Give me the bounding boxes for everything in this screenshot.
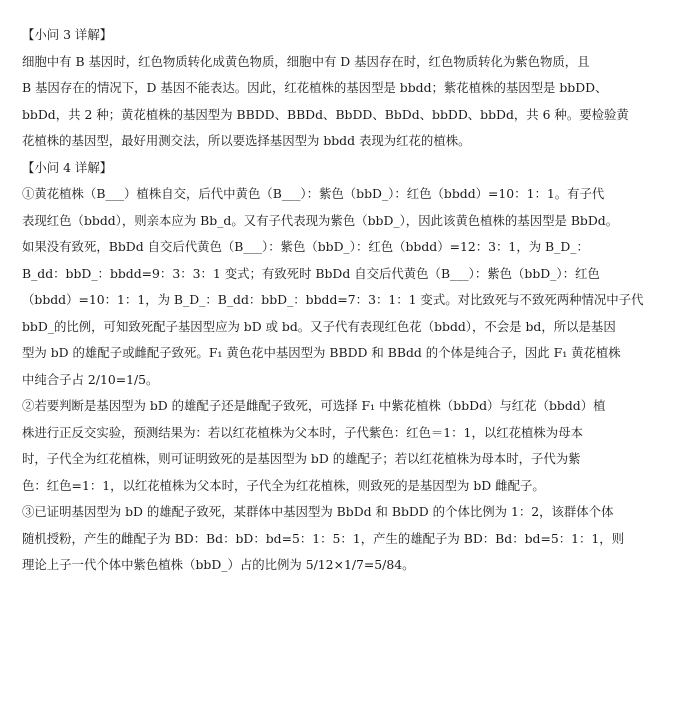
section-4-line-12: 色：红色=1：1，以红花植株为父本时，子代全为红花植株，则致死的是基因型为 bD 雌配子。 [22,477,545,493]
section-4-line-7: 型为 bD 的雄配子或雌配子致死。F₁ 黄色花中基因型为 BBDD 和 BBdd 的个体是纯合子，因此 F₁ 黄花植株 [22,345,621,360]
section-4-line-11: 时，子代全为红花植株，则可证明致死的是基因型为 bD 的雄配子；若以红花植株为母本时，子代为紫 [22,451,581,466]
section-4-heading: 【小问 4 详解】 [22,159,113,175]
section-4-line-1: ①黄花植株（B___）植株自交，后代中黄色（B___）：紫色（bbD_）：红色（bbdd）=10：1：1。有子代 [22,186,605,201]
section-4-line-5: （bbdd）=10：1：1，为 B_D_：B_dd：bbD_：bbdd=7：3：1：1 变式。对比致死与不致死两种情况中子代 [22,292,644,307]
section-4-line-3: 如果没有致死，BbDd 自交后代黄色（B___）：紫色（bbD_）：红色（bbdd）=12：3：1，为 B_D_： [22,239,589,254]
section-3-line-2: B 基因存在的情况下，D 基因不能表达。因此，红花植株的基因型是 bbdd；紫花植株的基因型是 bbDD、 [22,80,608,95]
section-4-line-4: B_dd：bbD_：bbdd=9：3：3：1 变式；有致死时 BbDd 自交后代黄色（B___）：紫色（bbD_）：红色 [22,265,600,281]
section-4-line-6: bbD_的比例，可知致死配子基因型应为 bD 或 bd。又子代有表现红色花（bbdd），不会是 bd，所以是基因 [22,318,616,334]
section-4-line-8: 中纯合子占 2/10=1/5。 [22,371,159,387]
section-3-line-3: bbDd，共 2 种；黄花植株的基因型为 BBDD、BBDd、BbDD、BbDd、bbDD、bbDd，共 6 种。要检验黄 [22,106,629,122]
section-4-line-10: 株进行正反交实验，预测结果为：若以红花植株为父本时，子代紫色：红色＝1：1，以红花植株为母本 [22,424,583,440]
section-4-line-14: 随机授粉，产生的雌配子为 BD：Bd：bD：bd=5：1：5：1，产生的雄配子为 BD：Bd：bd=5：1：1，则 [22,530,625,546]
section-4-line-15: 理论上子一代个体中紫色植株（bbD_）占的比例为 5/12×1/7=5/84。 [22,557,415,572]
document-page [22,22,677,579]
section-4-line-9: ②若要判断是基因型为 bD 的雄配子还是雌配子致死，可选择 F₁ 中紫花植株（bbDd）与红花（bbdd）植 [22,398,606,413]
section-3-heading: 【小问 3 详解】 [22,27,113,42]
section-4-line-13: ③已证明基因型为 bD 的雄配子致死，某群体中基因型为 BbDd 和 BbDD 的个体比例为 1：2，该群体个体 [22,504,614,519]
section-4-line-2: 表现红色（bbdd），则亲本应为 Bb_d。又有子代表现为紫色（bbD_），因此该黄色植株的基因型是 BbDd。 [22,212,619,228]
section-3-line-1: 细胞中有 B 基因时，红色物质转化成黄色物质，细胞中有 D 基因存在时，红色物质转化为紫色物质，且 [22,53,590,69]
section-3-line-4: 花植株的基因型，最好用测交法，所以要选择基因型为 bbdd 表现为红花的植株。 [22,133,471,148]
